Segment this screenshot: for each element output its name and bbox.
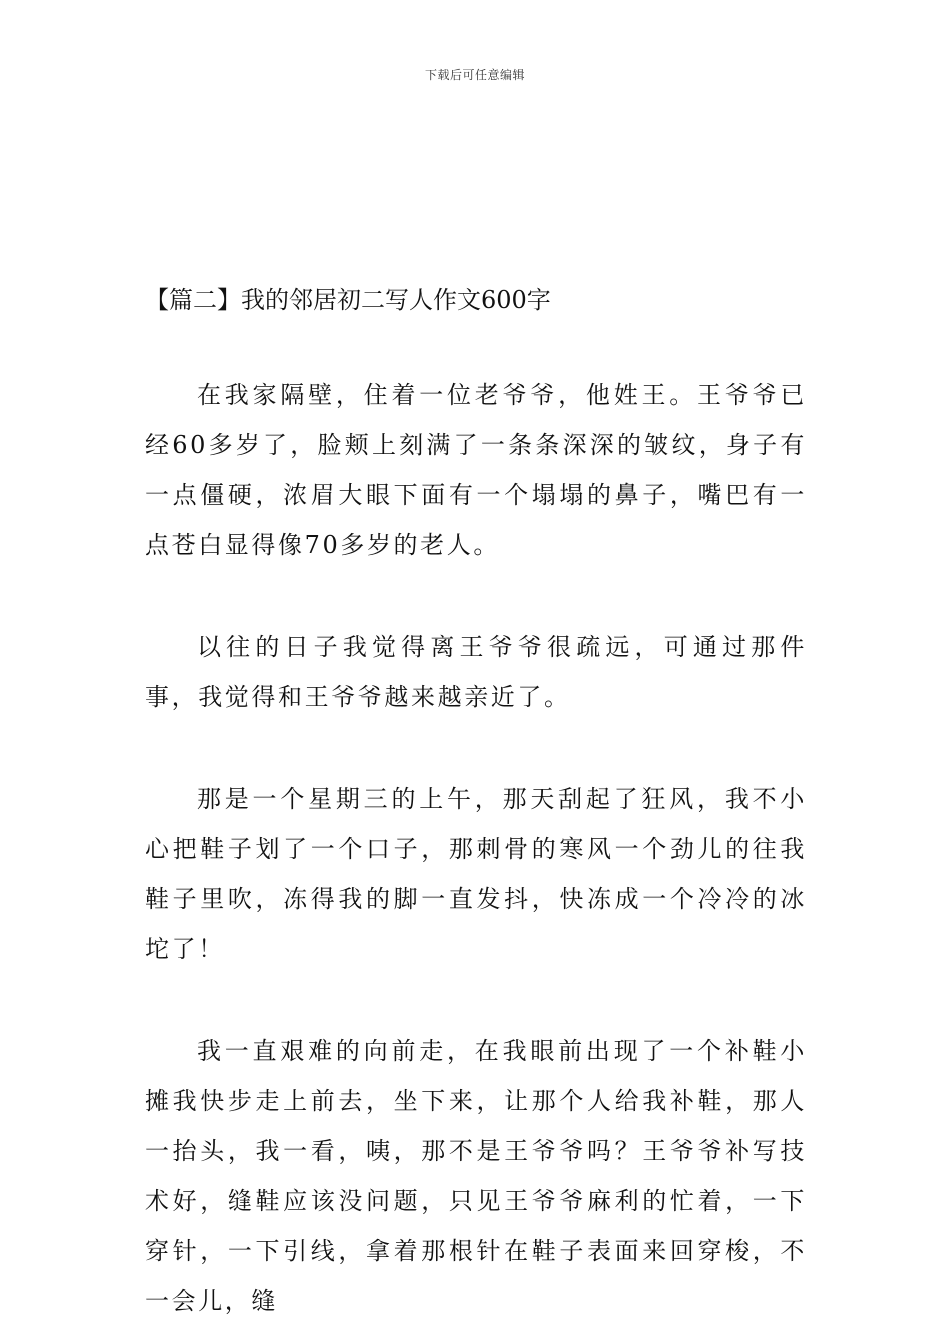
document-body bbox=[145, 278, 807, 1326]
paragraph: 我一直艰难的向前走，在我眼前出现了一个补鞋小摊我快步走上前去，坐下来，让那个人给我补鞋，那人一抬头，我一看，咦，那不是王爷爷吗？王爷爷补写技术好，缝鞋应该没问题，只见王爷爷麻利的忙着，一下穿针，一下引线，拿着那根针在鞋子表面来回穿梭，不一会儿，缝 bbox=[145, 1037, 807, 1315]
essay-title: 【篇二】我的邻居初二写人作文600字 bbox=[145, 286, 551, 314]
paragraph: 以往的日子我觉得离王爷爷很疏远，可通过那件事，我觉得和王爷爷越来越亲近了。 bbox=[145, 633, 807, 711]
paragraph: 在我家隔壁，住着一位老爷爷，他姓王。王爷爷已经60多岁了，脸颊上刻满了一条条深深的皱纹，身子有一点僵硬，浓眉大眼下面有一个塌塌的鼻子，嘴巴有一点苍白显得像70多岁的老人。 bbox=[145, 381, 807, 559]
paragraph: 那是一个星期三的上午，那天刮起了狂风，我不小心把鞋子划了一个口子，那刺骨的寒风一个劲儿的往我鞋子里吹，冻得我的脚一直发抖，快冻成一个冷冷的冰坨了！ bbox=[145, 785, 807, 963]
header-note: 下载后可任意编辑 bbox=[424, 68, 525, 82]
